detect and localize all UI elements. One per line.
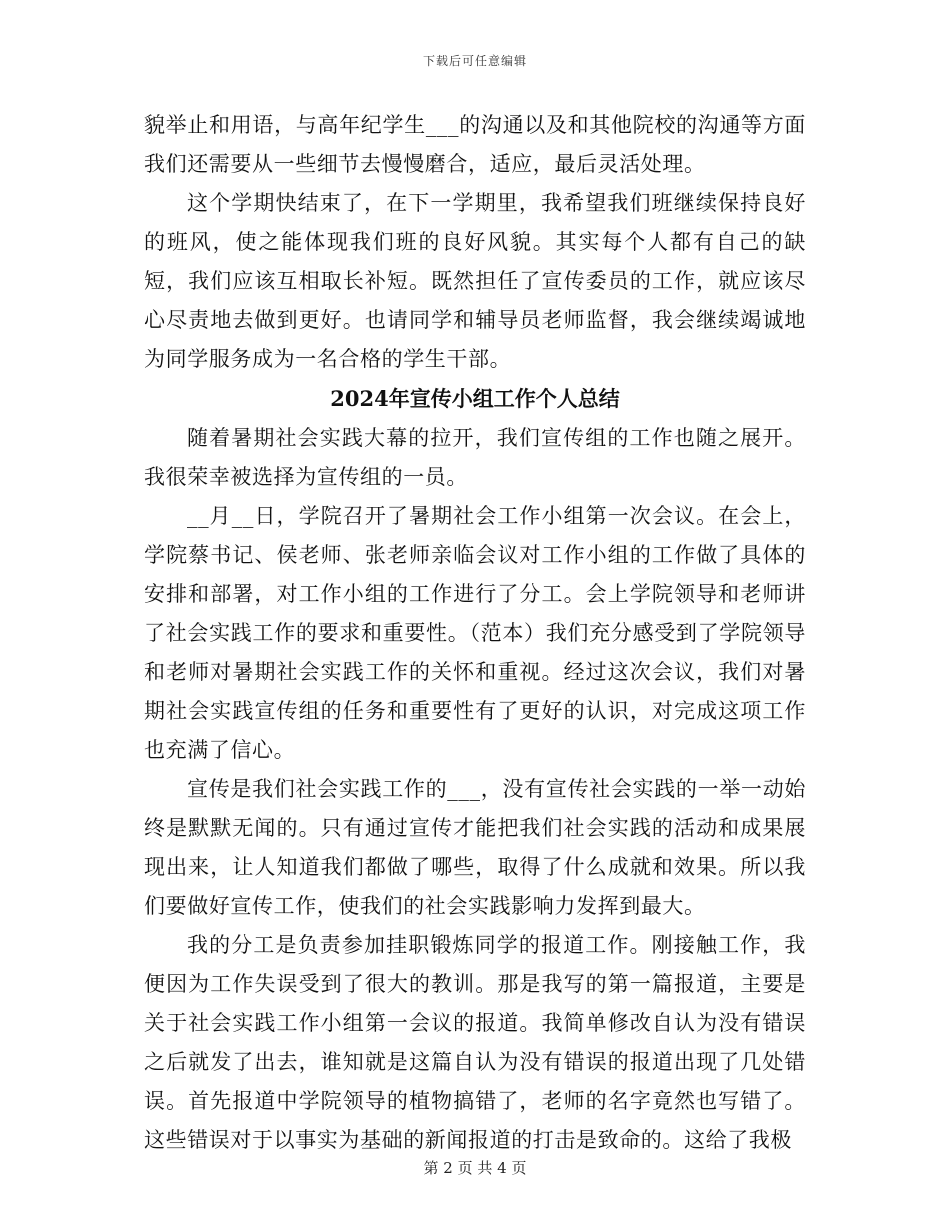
page-header-note: 下载后可任意编辑	[422, 54, 527, 68]
paragraph-assignment: 我的分工是负责参加挂职锻炼同学的报道工作。刚接触工作，我便因为工作失误受到了很大的教训。那是我写的第一篇报道，主要是关于社会实践工作小组第一会议的报道。我简单修改自认为没有错误之后就发了出去，谁知就是这篇自认为没有错误的报道出现了几处错误。首先报道中学院领导的植物搞错了，老师的名字竟然也写错了。这些错误对于以事实为基础的新闻报道的打击是致命的。这给了我极	[144, 933, 806, 1152]
section-title: 2024年宣传小组工作个人总结	[330, 386, 620, 411]
paragraph-intro: 随着暑期社会实践大幕的拉开，我们宣传组的工作也随之展开。我很荣幸被选择为宣传组的一员。	[144, 426, 806, 489]
document-body	[144, 106, 806, 1160]
paragraph-meeting: __月__日，学院召开了暑期社会工作小组第一次会议。在会上，学院蔡书记、侯老师、张老师亲临会议对工作小组的工作做了具体的安排和部署，对工作小组的工作进行了分工。会上学院领导和老师讲了社会实践工作的要求和重要性。（范本）我们充分感受到了学院领导和老师对暑期社会实践工作的关怀和重视。经过这次会议，我们对暑期社会实践宣传组的任务和重要性有了更好的认识，对完成这项工作也充满了信心。	[144, 504, 806, 762]
paragraph-continuation: 貌举止和用语，与高年纪学生___的沟通以及和其他院校的沟通等方面我们还需要从一些细节去慢慢磨合，适应，最后灵活处理。	[144, 113, 806, 176]
page-number: 第 2 页 共 4 页	[423, 1159, 527, 1177]
paragraph-semester-end: 这个学期快结束了，在下一学期里，我希望我们班继续保持良好的班风，使之能体现我们班的良好风貌。其实每个人都有自己的缺短，我们应该互相取长补短。既然担任了宣传委员的工作，就应该尽心尽责地去做到更好。也请同学和辅导员老师监督，我会继续竭诚地为同学服务成为一名合格的学生干部。	[144, 191, 806, 371]
paragraph-publicity: 宣传是我们社会实践工作的___，没有宣传社会实践的一举一动始终是默默无闻的。只有通过宣传才能把我们社会实践的活动和成果展现出来，让人知道我们都做了哪些，取得了什么成就和效果。所以我们要做好宣传工作，使我们的社会实践影响力发挥到最大。	[144, 777, 806, 918]
